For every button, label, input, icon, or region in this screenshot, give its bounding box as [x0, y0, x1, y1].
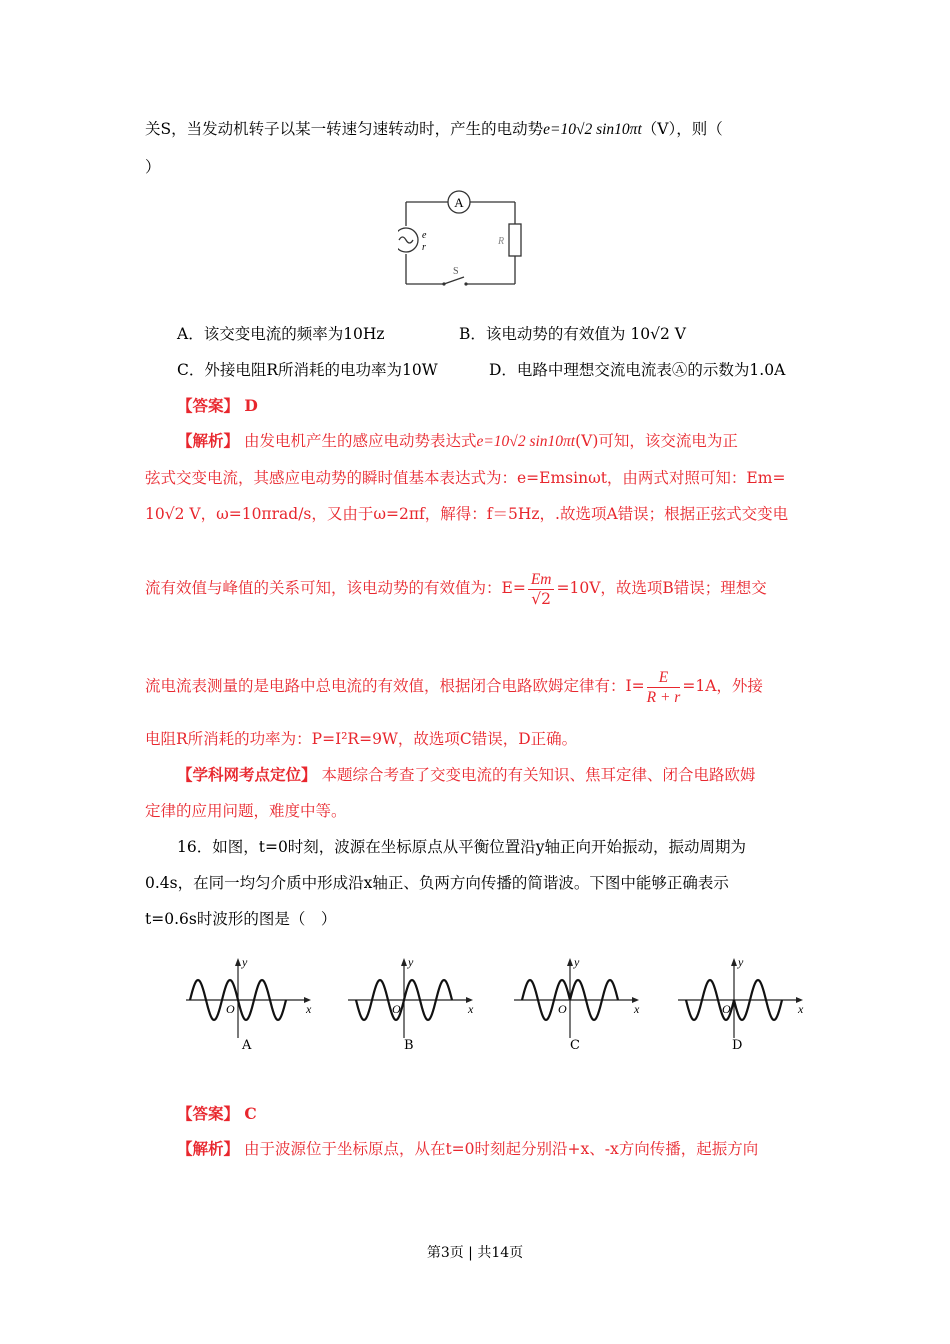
ammeter-label: A	[454, 195, 464, 210]
wave-graph-c	[514, 952, 644, 1042]
q15-option-a: A．该交变电流的频率为10Hz	[177, 325, 385, 343]
svg-text:y: y	[408, 955, 414, 969]
svg-text:y: y	[242, 955, 248, 969]
graph-label-d: D	[732, 1038, 743, 1053]
q15-option-c: C．外接电阻R所消耗的电功率为10W	[177, 361, 438, 379]
fraction-effective-value: $\frac{Em}{√2}$	[528, 570, 555, 608]
q15-keypoint-line1: 【学科网考点定位】 本题综合考查了交变电流的有关知识、焦耳定律、闭合电路欧姆	[177, 765, 756, 784]
circuit-diagram	[398, 186, 528, 290]
graph-label-c: C	[570, 1038, 580, 1053]
q15-stem-line1: 关S，当发动机转子以某一转速匀速转动时，产生的电动势e=10√2 sin10πt（V），则（	[145, 120, 723, 138]
q16-analysis-line1: 【解析】 由于波源位于坐标原点，从在t=0时刻起分别沿+x、-x方向传播，起振方向	[177, 1139, 759, 1158]
svg-text:O: O	[392, 1002, 401, 1016]
q15-stem-line2: ）	[145, 158, 161, 176]
q15-analysis-line5: 流电流表测量的是电路中总电流的有效值，根据闭合电路欧姆定律有：I= $\frac{E}{R + r}$ =1A，外接	[145, 668, 763, 706]
q15-answer: 【答案】 D	[177, 396, 258, 415]
q15-option-d: D．电路中理想交流电流表Ⓐ的示数为1.0A	[489, 361, 786, 379]
q15-analysis-line6: 电阻R所消耗的功率为：P=I²R=9W，故选项C错误，D正确。	[145, 730, 578, 748]
wave-graph-b	[348, 952, 478, 1042]
graph-label-b: B	[404, 1038, 414, 1053]
page-footer: 第3页 | 共14页	[426, 1245, 524, 1261]
svg-text:x: x	[306, 1002, 312, 1016]
q16-stem-line2: 0.4s，在同一均匀介质中形成沿x轴正、负两方向传播的简谐波。下图中能够正确表示	[145, 874, 729, 892]
q15-option-b: B．该电动势的有效值为 10√2 V	[459, 325, 686, 343]
q16-stem-line1: 16．如图，t=0时刻，波源在坐标原点从平衡位置沿y轴正向开始振动，振动周期为	[177, 838, 747, 856]
internal-r-label: r	[422, 242, 426, 253]
svg-text:x: x	[634, 1002, 640, 1016]
q15-analysis-line2: 弦式交变电流，其感应电动势的瞬时值基本表达式为：e=Emsinωt，由两式对照可知：Em=	[145, 469, 786, 487]
q16-stem-line3: t=0.6s时波形的图是（ ）	[145, 910, 337, 928]
resistor-label: R	[498, 236, 505, 247]
svg-text:x: x	[798, 1002, 804, 1016]
svg-text:x: x	[468, 1002, 474, 1016]
wave-graph-a	[186, 952, 316, 1042]
emf-expression: e=10√2 sin10πt	[543, 121, 642, 138]
ac-source-icon	[398, 228, 418, 252]
resistor-icon	[509, 224, 521, 256]
svg-text:O: O	[558, 1002, 567, 1016]
q15-analysis-line1: 【解析】 由发电机产生的感应电动势表达式e=10√2 sin10πt(V)可知，该交流电为正	[177, 431, 738, 450]
svg-text:O: O	[722, 1002, 731, 1016]
switch-label: S	[453, 266, 459, 277]
svg-text:y: y	[738, 955, 744, 969]
q16-answer: 【答案】 C	[177, 1104, 257, 1123]
svg-text:O: O	[226, 1002, 235, 1016]
fraction-current: $\frac{E}{R + r}$	[646, 668, 681, 706]
wave-graph-d	[678, 952, 808, 1042]
graph-label-a: A	[242, 1038, 252, 1053]
q15-analysis-line4: 流有效值与峰值的关系可知，该电动势的有效值为：E= $\frac{Em}{√2}$ =10V，故选项B错误；理想交	[145, 571, 767, 608]
svg-text:y: y	[574, 955, 580, 969]
q15-keypoint-line2: 定律的应用问题，难度中等。	[145, 802, 347, 820]
emf-label: e	[422, 230, 427, 241]
q15-analysis-line3: 10√2 V，ω=10πrad/s，又由于ω=2πf，解得：f＝5Hz，.故选项A错误；根据正弦式交变电	[145, 505, 789, 523]
